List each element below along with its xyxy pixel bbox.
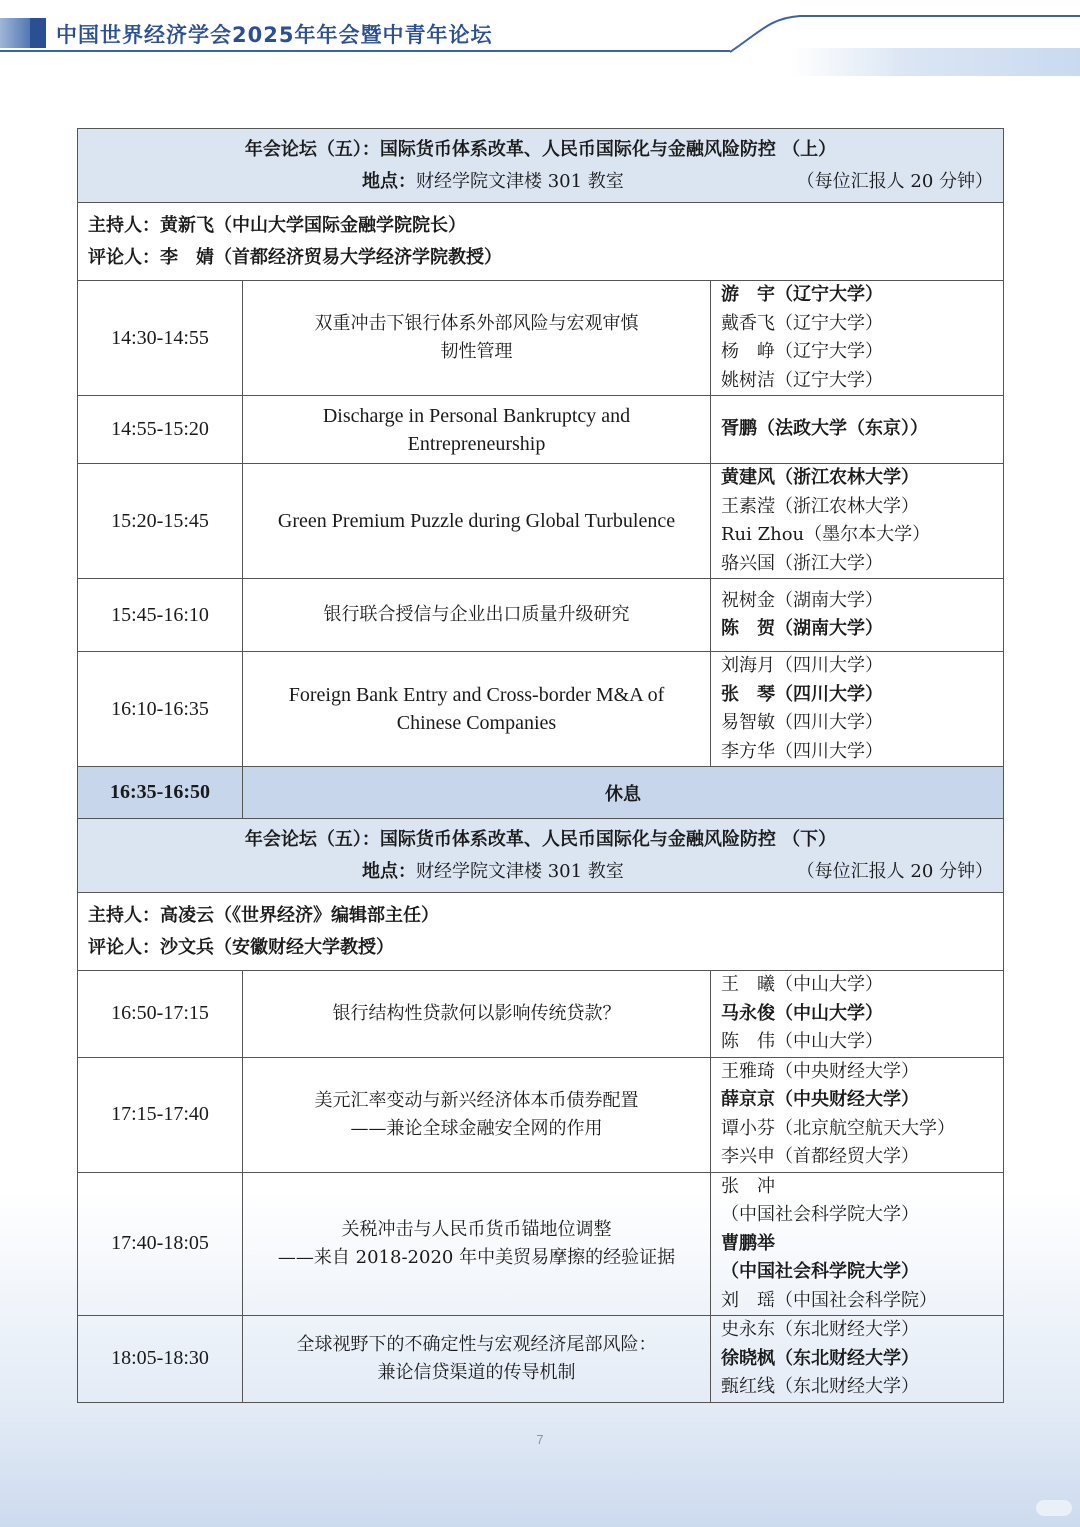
schedule-row xyxy=(78,579,1004,652)
session-discussant: 评论人：沙文兵（安徽财经大学教授） xyxy=(88,936,394,958)
author-name: 陈 伟（中山大学） xyxy=(721,1031,883,1052)
talk-authors xyxy=(711,464,1004,579)
talk-topic xyxy=(243,281,711,396)
break-row xyxy=(78,767,1004,819)
session-time-note: （每位汇报人 20 分钟） xyxy=(796,170,994,192)
presenter-name: 游 宇（辽宁大学） xyxy=(721,284,883,305)
talk-topic-line: Entrepreneurship xyxy=(407,432,546,455)
author-name: 谭小芬（北京航空航天大学） xyxy=(721,1117,955,1139)
talk-time: 17:15-17:40 xyxy=(78,1057,243,1172)
talk-topic-line: Chinese Companies xyxy=(396,712,557,734)
presenter-name: 徐晓枫（东北财经大学） xyxy=(721,1347,919,1369)
presenter-name: （中国社会科学院大学） xyxy=(721,1261,919,1282)
session-hosts-row xyxy=(78,893,1004,971)
talk-authors xyxy=(711,1316,1004,1403)
talk-authors xyxy=(711,652,1004,767)
talk-time: 16:10-16:35 xyxy=(78,652,243,767)
author-name: Rui Zhou（墨尔本大学） xyxy=(721,524,931,545)
session-title: 年会论坛（五）：国际货币体系改革、人民币国际化与金融风险防控 （下） xyxy=(244,828,837,850)
author-name: 王雅琦（中央财经大学） xyxy=(721,1060,919,1082)
author-name: 刘 瑶（中国社会科学院） xyxy=(721,1289,937,1311)
talk-authors xyxy=(711,971,1004,1058)
author-name: 刘海月（四川大学） xyxy=(721,655,883,676)
presenter-name: 曹鹏举 xyxy=(721,1232,775,1254)
session-time-note: （每位汇报人 20 分钟） xyxy=(796,860,994,882)
presenter-name: 胥鹏（法政大学（东京）） xyxy=(721,418,928,440)
talk-topic-line: 全球视野下的不确定性与宏观经济尾部风险： xyxy=(296,1333,657,1355)
talk-topic xyxy=(243,1172,711,1316)
session-location-line xyxy=(88,166,993,198)
author-name: 姚树洁（辽宁大学） xyxy=(721,369,883,391)
schedule-row xyxy=(78,1172,1004,1316)
session-hosts-row xyxy=(78,203,1004,281)
talk-time: 15:45-16:10 xyxy=(78,579,243,652)
talk-topic-line: ——兼论全球金融安全网的作用 xyxy=(350,1117,603,1139)
location-label: 地点： xyxy=(362,170,416,192)
schedule-row xyxy=(78,464,1004,579)
author-name: 戴香飞（辽宁大学） xyxy=(721,312,883,334)
author-name: 杨 峥（辽宁大学） xyxy=(721,341,883,362)
watermark-badge xyxy=(1036,1500,1072,1516)
talk-topic-line: 关税冲击与人民币货币锚地位调整 xyxy=(341,1218,612,1240)
author-name: 王素滢（浙江农林大学） xyxy=(721,495,919,517)
talk-topic-line: 美元汇率变动与新兴经济体本币债券配置 xyxy=(314,1089,639,1111)
author-name: 骆兴国（浙江大学） xyxy=(721,552,883,574)
header-accent-block xyxy=(30,18,46,48)
author-name: 祝树金（湖南大学） xyxy=(721,589,883,611)
author-name: 李方华（四川大学） xyxy=(721,740,883,762)
presenter-name: 黄建风（浙江农林大学） xyxy=(721,467,919,488)
schedule-row xyxy=(78,396,1004,464)
session-host: 主持人：黄新飞（中山大学国际金融学院院长） xyxy=(88,214,466,236)
talk-authors xyxy=(711,396,1004,464)
presenter-name: 陈 贺（湖南大学） xyxy=(721,618,883,639)
location-label: 地点： xyxy=(362,860,416,882)
talk-topic-line: ——来自 2018-2020 年中美贸易摩擦的经验证据 xyxy=(277,1246,676,1268)
talk-topic xyxy=(243,396,711,464)
talk-topic xyxy=(243,1057,711,1172)
session-hosts xyxy=(78,893,1004,971)
schedule-table xyxy=(77,128,1004,1403)
schedule-row xyxy=(78,281,1004,396)
talk-time: 14:55-15:20 xyxy=(78,396,243,464)
break-label: 休息 xyxy=(243,767,1004,819)
session-location xyxy=(362,856,624,888)
talk-time: 16:50-17:15 xyxy=(78,971,243,1058)
talk-authors xyxy=(711,579,1004,652)
talk-authors xyxy=(711,1057,1004,1172)
schedule-row xyxy=(78,1316,1004,1403)
talk-topic xyxy=(243,652,711,767)
talk-topic xyxy=(243,464,711,579)
author-name: 王 曦（中山大学） xyxy=(721,974,883,995)
presenter-name: 张 琴（四川大学） xyxy=(721,683,883,705)
talk-topic xyxy=(243,1316,711,1403)
presenter-name: 薛京京（中央财经大学） xyxy=(721,1089,919,1110)
talk-topic-line: 双重冲击下银行体系外部风险与宏观审慎 xyxy=(314,313,639,334)
talk-time: 15:20-15:45 xyxy=(78,464,243,579)
session-header-row xyxy=(78,129,1004,203)
talk-authors xyxy=(711,281,1004,396)
page-number: 7 xyxy=(536,1432,544,1447)
talk-time: 14:30-14:55 xyxy=(78,281,243,396)
session-host: 主持人：高凌云（《世界经济》编辑部主任） xyxy=(88,904,439,926)
talk-topic-line: Foreign Bank Entry and Cross-border M&A of xyxy=(288,684,665,706)
header-gradient-band xyxy=(790,48,1080,76)
talk-topic xyxy=(243,971,711,1058)
talk-topic-line: Green Premium Puzzle during Global Turbulence xyxy=(277,510,676,532)
author-name: 张 冲 xyxy=(721,1175,775,1197)
session-header xyxy=(78,819,1004,893)
break-time: 16:35-16:50 xyxy=(78,767,243,819)
author-name: （中国社会科学院大学） xyxy=(721,1204,919,1225)
talk-time: 17:40-18:05 xyxy=(78,1172,243,1316)
schedule-row xyxy=(78,652,1004,767)
session-header-row xyxy=(78,819,1004,893)
page-header xyxy=(0,0,1080,78)
session-header xyxy=(78,129,1004,203)
talk-topic xyxy=(243,579,711,652)
author-name: 易智敏（四川大学） xyxy=(721,712,883,733)
session-hosts xyxy=(78,203,1004,281)
location-value: 财经学院文津楼 301 教室 xyxy=(416,170,624,192)
talk-topic-line: 银行结构性贷款何以影响传统贷款？ xyxy=(332,1002,621,1024)
session-title: 年会论坛（五）：国际货币体系改革、人民币国际化与金融风险防控 （上） xyxy=(244,138,837,160)
session-location xyxy=(362,166,624,198)
talk-time: 18:05-18:30 xyxy=(78,1316,243,1403)
session-discussant: 评论人：李 婧（首都经济贸易大学经济学院教授） xyxy=(88,246,502,268)
location-value: 财经学院文津楼 301 教室 xyxy=(416,860,624,882)
schedule-row xyxy=(78,1057,1004,1172)
talk-topic-line: 银行联合授信与企业出口质量升级研究 xyxy=(323,604,630,625)
header-rule xyxy=(0,50,730,52)
author-name: 甄红线（东北财经大学） xyxy=(721,1376,919,1397)
author-name: 史永东（东北财经大学） xyxy=(721,1319,919,1340)
talk-topic-line: Discharge in Personal Bankruptcy and xyxy=(322,404,631,427)
session-location-line xyxy=(88,856,993,888)
talk-topic-line: 兼论信贷渠道的传导机制 xyxy=(377,1361,576,1383)
talk-authors xyxy=(711,1172,1004,1316)
schedule-row xyxy=(78,971,1004,1058)
header-title: 中国世界经济学会2025年年会暨中青年论坛 xyxy=(56,23,493,47)
author-name: 李兴申（首都经贸大学） xyxy=(721,1146,919,1167)
talk-topic-line: 韧性管理 xyxy=(440,341,513,362)
presenter-name: 马永俊（中山大学） xyxy=(721,1002,883,1024)
